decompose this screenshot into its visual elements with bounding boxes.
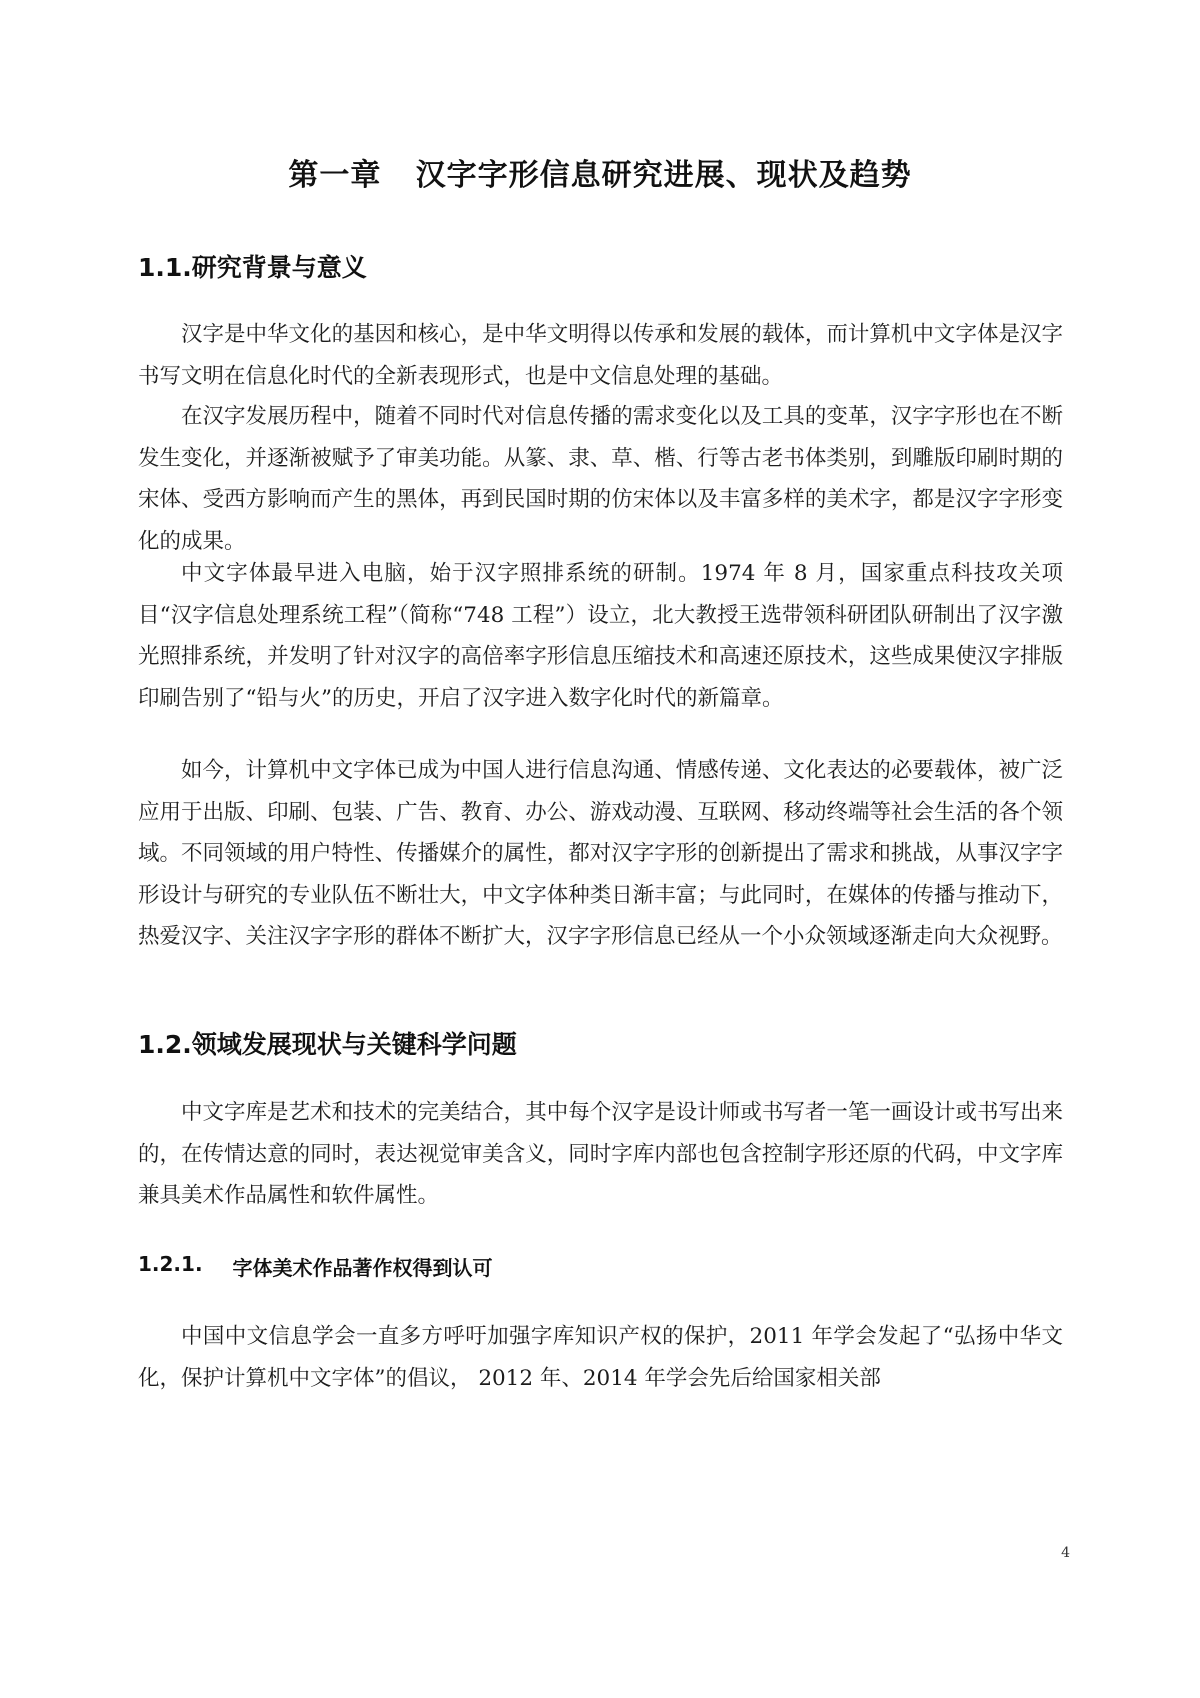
chapter-title: 第一章 汉字字形信息研究进展、现状及趋势 <box>288 158 912 193</box>
subsection-title: 字体美术作品著作权得到认可 <box>232 1256 493 1280</box>
paragraph: 中文字体最早进入电脑，始于汉字照排系统的研制。1974 年 8 月，国家重点科技攻关项目“汉字信息处理系统工程”（简称“748 工程”）设立，北大教授王选带领科研团队研制出了汉字激光照排系统，并发明了针对汉字的高倍率字形信息压缩技术和高速还原技术，这些成果使汉字排版印刷告别了“铅与火”的历史，开启了汉字进入数字化时代的新篇章。 <box>138 561 1063 711</box>
section-heading-1-2: 1.2.领域发展现状与关键科学问题 <box>138 1030 517 1059</box>
subsection-number: 1.2.1. <box>138 1252 203 1276</box>
subsection-heading-1-2-1 <box>138 1252 493 1281</box>
paragraph: 汉字是中华文化的基因和核心，是中华文明得以传承和发展的载体，而计算机中文字体是汉字书写文明在信息化时代的全新表现形式，也是中文信息处理的基础。 <box>138 322 1063 389</box>
paragraph: 中文字库是艺术和技术的完美结合，其中每个汉字是设计师或书写者一笔一画设计或书写出来的，在传情达意的同时，表达视觉审美含义，同时字库内部也包含控制字形还原的代码，中文字库兼具美术作品属性和软件属性。 <box>138 1100 1063 1208</box>
paragraph: 如今，计算机中文字体已成为中国人进行信息沟通、情感传递、文化表达的必要载体，被广泛应用于出版、印刷、包装、广告、教育、办公、游戏动漫、互联网、移动终端等社会生活的各个领域。不同领域的用户特性、传播媒介的属性，都对汉字字形的创新提出了需求和挑战，从事汉字字形设计与研究的专业队伍不断壮大，中文字体种类日渐丰富；与此同时，在媒体的传播与推动下，热爱汉字、关注汉字字形的群体不断扩大，汉字字形信息已经从一个小众领域逐渐走向大众视野。 <box>138 758 1063 949</box>
paragraph: 中国中文信息学会一直多方呼吁加强字库知识产权的保护，2011 年学会发起了“弘扬中华文化，保护计算机中文字体”的倡议， 2012 年、2014 年学会先后给国家相关部 <box>138 1324 1063 1391</box>
section-heading-1-1: 1.1.研究背景与意义 <box>138 253 367 282</box>
paragraph: 在汉字发展历程中，随着不同时代对信息传播的需求变化以及工具的变革，汉字字形也在不断发生变化，并逐渐被赋予了审美功能。从篆、隶、草、楷、行等古老书体类别，到雕版印刷时期的宋体、受西方影响而产生的黑体，再到民国时期的仿宋体以及丰富多样的美术字，都是汉字字形变化的成果。 <box>138 404 1063 554</box>
page-number: 4 <box>1061 1545 1070 1561</box>
